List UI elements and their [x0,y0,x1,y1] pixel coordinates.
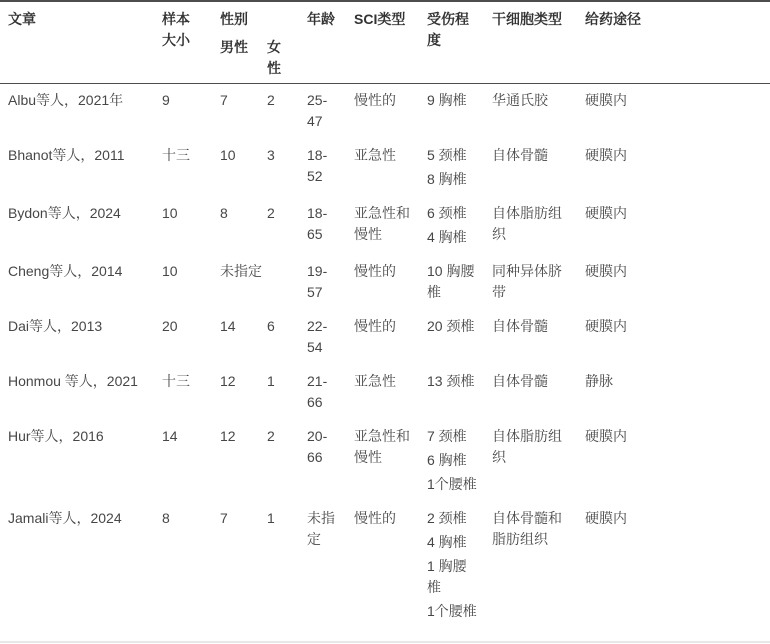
cell-sample-size: 14 [162,428,178,444]
cell-article: Bydon等人，2024 [8,205,121,221]
table-row [0,84,770,140]
column-header-sci-type: SCI类型 [354,11,406,27]
table-body [0,84,770,630]
cell-injury-level [427,502,492,629]
column-header-male: 男性 [220,39,248,55]
cell-female-count: 6 [267,318,275,334]
cell-article: Albu等人，2021年 [8,92,124,108]
injury-level-entry: 4 胸椎 [427,229,467,245]
column-header-article: 文章 [8,11,36,27]
cell-sample-size: 十三 [162,147,190,163]
cell-sci-type: 慢性的 [354,510,396,526]
cell-sci-type: 慢性的 [354,263,396,279]
cell-article: Dai等人，2013 [8,318,103,334]
cell-stem-cell-type: 自体脂肪组织 [492,428,562,465]
cell-female-count: 2 [267,428,275,444]
injury-level-entry: 20 颈椎 [427,318,475,334]
cell-female-count: 1 [267,510,275,526]
cell-injury-level [427,139,492,197]
injury-level-entry: 5 颈椎 [427,147,467,163]
table-row [0,365,770,420]
injury-level-entry: 2 颈椎 [427,510,467,526]
cell-male-count: 8 [220,205,228,221]
table-row [0,255,770,310]
cell-sample-size: 9 [162,92,170,108]
column-header-sample-size: 样本大小 [162,11,190,48]
cell-stem-cell-type: 自体骨髓 [492,318,548,334]
cell-stem-cell-type: 自体骨髓 [492,147,548,163]
cell-route: 硬膜内 [585,428,627,444]
cell-injury-level [427,310,492,365]
cell-route: 硬膜内 [585,205,627,221]
cell-sample-size: 8 [162,510,170,526]
cell-sample-size: 10 [162,263,178,279]
cell-sci-type: 亚急性和慢性 [354,428,410,465]
cell-injury-level [427,420,492,502]
cell-male-count: 7 [220,92,228,108]
cell-age-range: 未指定 [307,510,335,547]
cell-age-range: 25-47 [307,92,328,129]
cell-injury-level [427,255,492,310]
cell-age-range: 18-52 [307,147,328,184]
cell-route: 硬膜内 [585,510,627,526]
cell-male-count: 10 [220,147,236,163]
cell-injury-level [427,197,492,255]
cell-route: 硬膜内 [585,318,627,334]
injury-level-entry: 13 颈椎 [427,373,475,389]
cell-stem-cell-type: 自体骨髓 [492,373,548,389]
cell-male-count: 7 [220,510,228,526]
cell-stem-cell-type: 自体骨髓和脂肪组织 [492,510,562,547]
cell-age-range: 22-54 [307,318,328,355]
cell-age-range: 18-65 [307,205,328,242]
table-bottom-border [0,641,770,643]
column-header-stem-cell-type: 干细胞类型 [492,11,562,27]
cell-female-count: 1 [267,373,275,389]
cell-sample-size: 10 [162,205,178,221]
cell-sci-type: 慢性的 [354,318,396,334]
cell-male-count: 未指定 [220,263,262,279]
cell-sample-size: 十三 [162,373,190,389]
table-row [0,197,770,255]
cell-sci-type: 亚急性 [354,373,396,389]
table-row [0,420,770,502]
table-row [0,139,770,197]
cell-age-range: 20-66 [307,428,328,465]
cell-sci-type: 亚急性 [354,147,396,163]
injury-level-entry: 1个腰椎 [427,603,477,619]
injury-level-entry: 4 胸椎 [427,534,467,550]
injury-level-entry: 1个腰椎 [427,476,477,492]
cell-article: Cheng等人，2014 [8,263,123,279]
cell-sci-type: 慢性的 [354,92,396,108]
cell-stem-cell-type: 同种异体脐带 [492,263,562,300]
cell-route: 静脉 [585,373,613,389]
cell-injury-level [427,84,492,140]
cell-article: Bhanot等人，2011 [8,147,125,163]
table-row [0,310,770,365]
cell-male-count: 14 [220,318,236,334]
injury-level-entry: 7 颈椎 [427,428,467,444]
cell-route: 硬膜内 [585,147,627,163]
cell-female-count: 2 [267,205,275,221]
cell-injury-level [427,365,492,420]
table-row [0,502,770,629]
column-header-gender: 性别 [220,11,248,27]
column-header-age: 年龄 [307,11,335,27]
injury-level-entry: 8 胸椎 [427,171,467,187]
column-header-injury-level: 受伤程度 [427,11,469,48]
injury-level-entry: 1 胸腰椎 [427,558,467,595]
column-header-route: 给药途径 [585,11,641,27]
injury-level-entry: 6 胸椎 [427,452,467,468]
cell-article: Hur等人，2016 [8,428,104,444]
cell-male-count: 12 [220,428,236,444]
cell-article: Honmou 等人，2021 [8,373,138,389]
injury-level-entry: 6 颈椎 [427,205,467,221]
cell-route: 硬膜内 [585,263,627,279]
cell-stem-cell-type: 华通氏胶 [492,92,548,108]
cell-article: Jamali等人，2024 [8,510,122,526]
header-row-main [0,1,770,30]
cell-sample-size: 20 [162,318,178,334]
column-header-female: 女性 [267,39,281,76]
cell-age-range: 19-57 [307,263,328,300]
injury-level-entry: 9 胸椎 [427,92,467,108]
cell-age-range: 21-66 [307,373,328,410]
cell-male-count: 12 [220,373,236,389]
cell-female-count: 2 [267,92,275,108]
injury-level-entry: 10 胸腰椎 [427,263,475,300]
table-header [0,1,770,84]
cell-stem-cell-type: 自体脂肪组织 [492,205,562,242]
cell-sci-type: 亚急性和慢性 [354,205,410,242]
cell-route: 硬膜内 [585,92,627,108]
cell-female-count: 3 [267,147,275,163]
